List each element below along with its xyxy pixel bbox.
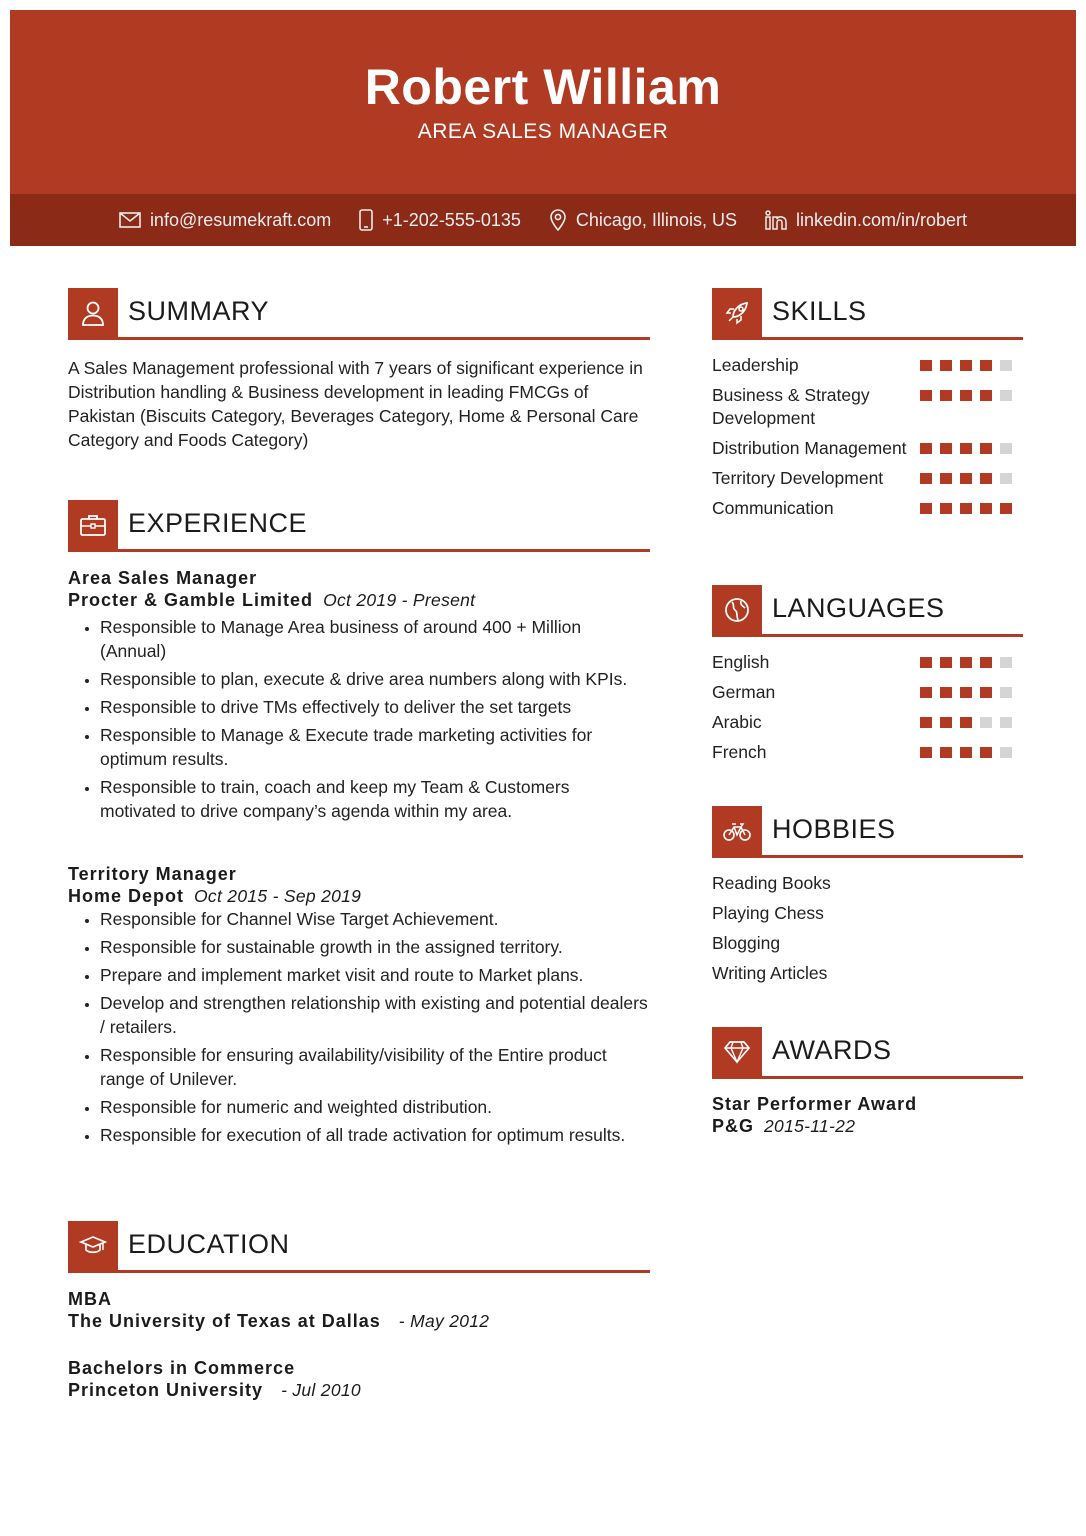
diamond-icon — [712, 1027, 762, 1077]
rating-dot-filled — [940, 390, 952, 401]
skill-name: Distribution Management — [712, 438, 907, 458]
skill-name: Leadership — [712, 355, 799, 375]
rating-dot-filled — [940, 657, 952, 668]
summary-text: A Sales Management professional with 7 years of significant experience in Distribution handling & Business development in leading FMCGs of Pakistan (Biscuits Category, Beverages Category, Home & Personal Care Category and Foods Category) — [68, 358, 643, 450]
company-line — [68, 590, 650, 611]
rating-dot-filled — [920, 360, 932, 371]
rating-dot-filled — [980, 390, 992, 401]
rating-dot-filled — [940, 747, 952, 758]
education-entry — [68, 1289, 650, 1332]
graduation-cap-icon — [68, 1221, 118, 1271]
rating-dot-filled — [960, 717, 972, 728]
rating-dot-filled — [920, 717, 932, 728]
language-name: Arabic — [712, 712, 762, 732]
rating-dot-filled — [940, 473, 952, 484]
job-bullets — [68, 615, 650, 823]
job-dates: Oct 2019 - Present — [323, 590, 476, 610]
rating-dot-empty — [1000, 687, 1012, 698]
company-name: Procter & Gamble Limited — [68, 590, 314, 610]
phone-text: +1-202-555-0135 — [382, 209, 521, 230]
user-icon — [68, 288, 118, 338]
rating-dot-empty — [1000, 443, 1012, 454]
hobby-item: Writing Articles — [712, 963, 828, 983]
section-title: SKILLS — [772, 296, 867, 326]
rating-dot-filled — [960, 360, 972, 371]
section-rule — [712, 337, 1023, 340]
section-title: HOBBIES — [772, 814, 896, 844]
skill-name: Territory Development — [712, 468, 884, 488]
globe-icon — [712, 585, 762, 635]
contact-location — [549, 209, 737, 231]
contact-linkedin[interactable] — [765, 210, 967, 231]
rating-dot-filled — [920, 503, 932, 514]
job-bullets — [68, 907, 650, 1147]
rating-dot-filled — [940, 360, 952, 371]
list-item: • Prepare and implement market visit and route to Market plans. — [100, 963, 650, 987]
rating-dot-filled — [960, 747, 972, 758]
skill-row — [712, 384, 1023, 430]
rating-dot-filled — [980, 747, 992, 758]
award-org: P&G — [712, 1116, 755, 1136]
rating-dot-filled — [920, 473, 932, 484]
degree: MBA — [68, 1289, 112, 1309]
award-date: 2015-11-22 — [764, 1116, 856, 1136]
skill-row — [712, 467, 1023, 490]
education-section-header — [68, 1221, 650, 1273]
rating-dot-empty — [1000, 390, 1012, 401]
phone-icon — [359, 209, 373, 231]
rating-dot-filled — [980, 443, 992, 454]
company-name: Home Depot — [68, 886, 185, 906]
section-title: EXPERIENCE — [128, 508, 308, 538]
rating-dot-filled — [920, 657, 932, 668]
job-dates: Oct 2015 - Sep 2019 — [194, 886, 362, 906]
skill-rating — [920, 503, 1012, 514]
summary-section-header — [68, 288, 650, 340]
rating-dot-filled — [920, 687, 932, 698]
section-title: LANGUAGES — [772, 593, 945, 623]
language-row — [712, 681, 1023, 704]
skill-rating — [920, 443, 1012, 454]
rating-dot-filled — [960, 390, 972, 401]
rating-dot-filled — [920, 390, 932, 401]
rating-dot-empty — [1000, 717, 1012, 728]
rating-dot-filled — [980, 360, 992, 371]
experience-entry — [68, 568, 650, 827]
award-name: Star Performer Award — [712, 1094, 918, 1114]
section-title: EDUCATION — [128, 1229, 290, 1259]
language-row — [712, 651, 1023, 674]
section-rule — [68, 549, 650, 552]
list-item: • Develop and strengthen relationship with existing and potential dealers / retailers. — [100, 991, 650, 1039]
award-line — [712, 1116, 1023, 1137]
school-line — [68, 1311, 650, 1332]
list-item: • Responsible to Manage Area business of around 400 + Million (Annual) — [100, 615, 650, 663]
list-item: • Responsible to train, coach and keep my Team & Customers motivated to drive company’s agenda within my area. — [100, 775, 650, 823]
section-rule — [712, 1076, 1023, 1079]
list-item: • Responsible for sustainable growth in the assigned territory. — [100, 935, 650, 959]
list-item: • Responsible for ensuring availability/visibility of the Entire product range of Unilever. — [100, 1043, 650, 1091]
rating-dot-filled — [920, 443, 932, 454]
bicycle-icon — [712, 806, 762, 856]
edu-date: - May 2012 — [398, 1311, 490, 1331]
list-item: • Responsible for Channel Wise Target Achievement. — [100, 907, 650, 931]
linkedin-icon — [765, 210, 787, 230]
section-title: SUMMARY — [128, 296, 270, 326]
rating-dot-filled — [960, 687, 972, 698]
section-title: AWARDS — [772, 1035, 892, 1065]
skill-name: Business & Strategy Development — [712, 385, 870, 428]
skill-rating — [920, 473, 1012, 484]
rating-dot-empty — [1000, 657, 1012, 668]
hobby-item: Playing Chess — [712, 903, 824, 923]
skill-row — [712, 497, 1023, 520]
rating-dot-filled — [960, 503, 972, 514]
rating-dot-filled — [960, 443, 972, 454]
rating-dot-empty — [1000, 747, 1012, 758]
degree: Bachelors in Commerce — [68, 1358, 296, 1378]
linkedin-text: linkedin.com/in/robert — [795, 209, 968, 230]
language-name: English — [712, 652, 770, 672]
awards-section-header — [712, 1027, 1023, 1079]
language-rating — [920, 687, 1012, 698]
language-rating — [920, 657, 1012, 668]
language-rating — [920, 717, 1012, 728]
school-name: The University of Texas at Dallas — [68, 1311, 381, 1331]
language-rating — [920, 747, 1012, 758]
skills-section-header — [712, 288, 1023, 340]
rating-dot-empty — [980, 717, 992, 728]
location-text: Chicago, Illinois, US — [575, 209, 737, 230]
skill-row — [712, 437, 1023, 460]
language-name: French — [712, 742, 767, 762]
rating-dot-filled — [940, 687, 952, 698]
languages-section-header — [712, 585, 1023, 637]
rating-dot-filled — [1000, 503, 1012, 514]
job-title: Area Sales Manager — [68, 568, 258, 588]
rating-dot-filled — [960, 657, 972, 668]
education-entry — [68, 1358, 650, 1401]
rating-dot-empty — [1000, 360, 1012, 371]
rating-dot-filled — [960, 473, 972, 484]
company-line — [68, 886, 650, 907]
school-name: Princeton University — [68, 1380, 264, 1400]
hobby-item: Reading Books — [712, 873, 831, 893]
job-title: Territory Manager — [68, 864, 237, 884]
contact-phone[interactable] — [359, 209, 521, 231]
section-rule — [68, 337, 650, 340]
school-line — [68, 1380, 650, 1401]
map-pin-icon — [549, 209, 567, 231]
experience-section-header — [68, 500, 650, 552]
award-entry — [712, 1094, 1023, 1137]
rocket-icon — [712, 288, 762, 338]
rating-dot-filled — [940, 443, 952, 454]
hobby-item: Blogging — [712, 933, 781, 953]
rating-dot-filled — [920, 747, 932, 758]
language-row — [712, 741, 1023, 764]
experience-entry — [68, 864, 650, 1151]
rating-dot-empty — [1000, 473, 1012, 484]
language-row — [712, 711, 1023, 734]
resume-header — [10, 10, 1076, 246]
skills-list — [712, 354, 1023, 520]
contact-bar — [10, 194, 1076, 246]
section-rule — [712, 855, 1023, 858]
list-item: • Responsible to drive TMs effectively to deliver the set targets — [100, 695, 650, 719]
summary-body — [68, 356, 650, 452]
edu-date: - Jul 2010 — [281, 1380, 361, 1400]
skill-row — [712, 354, 1023, 377]
contact-email[interactable] — [119, 210, 331, 231]
hobbies-section-header — [712, 806, 1023, 858]
section-rule — [68, 1270, 650, 1273]
candidate-title: AREA SALES MANAGER — [417, 120, 669, 143]
list-item: • Responsible to Manage & Execute trade marketing activities for optimum results. — [100, 723, 650, 771]
skill-rating — [920, 360, 1012, 371]
language-name: German — [712, 682, 776, 702]
hobbies-list — [712, 868, 1023, 988]
email-text: info@resumekraft.com — [149, 209, 332, 230]
rating-dot-filled — [980, 687, 992, 698]
list-item: • Responsible for numeric and weighted distribution. — [100, 1095, 650, 1119]
rating-dot-filled — [940, 503, 952, 514]
list-item: • Responsible to plan, execute & drive area numbers along with KPIs. — [100, 667, 650, 691]
rating-dot-filled — [980, 473, 992, 484]
languages-list — [712, 651, 1023, 764]
section-rule — [712, 634, 1023, 637]
envelope-icon — [119, 212, 141, 228]
briefcase-icon — [68, 500, 118, 550]
rating-dot-filled — [980, 657, 992, 668]
rating-dot-filled — [940, 717, 952, 728]
rating-dot-filled — [980, 503, 992, 514]
skill-name: Communication — [712, 498, 834, 518]
candidate-name: Robert William — [364, 59, 722, 115]
list-item: • Responsible for execution of all trade activation for optimum results. — [100, 1123, 650, 1147]
skill-rating — [920, 390, 1012, 401]
